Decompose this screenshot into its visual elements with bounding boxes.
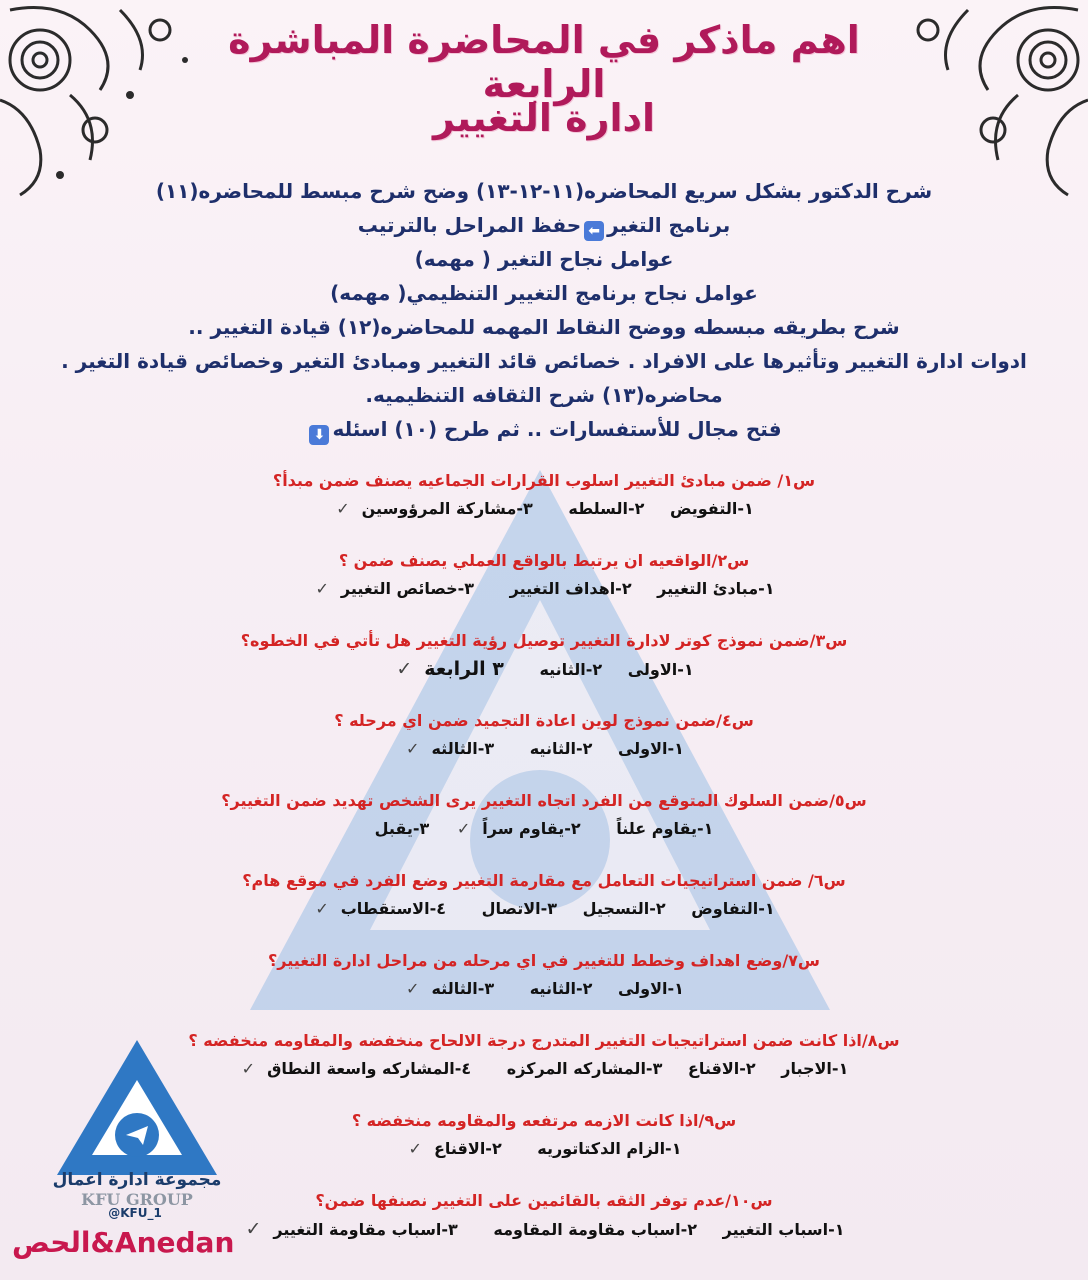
option: ٢-السلطه <box>568 499 645 518</box>
question-text: س١/ ضمن مبادئ التغيير اسلوب القرارات الجماعيه يصنف ضمن مبدأ؟ <box>272 471 816 490</box>
intro-text: فتح مجال للأستفسارات .. ثم طرح (١٠) اسئله <box>332 417 782 441</box>
option-correct <box>404 739 504 758</box>
option: ١-الاولى <box>617 979 684 998</box>
question-options <box>160 894 928 924</box>
question-options <box>160 1214 928 1245</box>
question-options <box>160 574 928 604</box>
question-text: س٩/اذا كانت الازمه مرتفعه والمقاومه منخفضه ؟ <box>351 1111 737 1130</box>
intro-line <box>60 208 1028 242</box>
option: ١-مبادئ التغيير <box>657 579 775 598</box>
question-7 <box>160 948 928 1028</box>
option: ١-التفاوض <box>691 899 775 918</box>
logo-handle: @KFU_1 <box>108 1206 162 1220</box>
question-10 <box>160 1188 928 1268</box>
question-text: س٧/وضع اهداف وخطط للتغيير في اي مرحله من مراحل ادارة التغيير؟ <box>267 951 820 970</box>
option: ١-الاولى <box>627 660 694 679</box>
question-text: س٦/ ضمن استراتيجيات التعامل مع مقارمة التغيير وضع الفرد في موقع هام؟ <box>242 871 846 890</box>
check-icon: ✓ <box>336 499 350 518</box>
question-text: س٤/ضمن نموذج لوين اعادة التجميد ضمن اي مرحله ؟ <box>334 711 754 730</box>
option: ١-الاجبار <box>781 1059 849 1078</box>
question-text: س١٠/عدم توفر الثقه بالقائمين على التغيير نصنفها ضمن؟ <box>315 1191 773 1210</box>
author-signature: الحص&Anedan <box>12 1226 235 1259</box>
question-options <box>160 734 928 764</box>
ornament-corner-right <box>858 0 1088 200</box>
option-text: ٣-مشاركة المرؤوسين <box>361 499 533 518</box>
option: ٣-الاتصال <box>481 899 558 918</box>
intro-line: شرح بطريقه مبسطه ووضح النقاط المهمه للمحاضره(١٢) قيادة التغيير .. <box>188 315 900 339</box>
question-list <box>160 468 928 1268</box>
option: ٢-الثانيه <box>529 979 593 998</box>
option: ٢-التسجيل <box>582 899 666 918</box>
option-text: ٣-خصائص التغيير <box>340 579 475 598</box>
question-options <box>160 1134 928 1164</box>
intro-text: حفظ المراحل بالترتيب <box>357 213 582 237</box>
ornament-corner-left <box>0 0 230 200</box>
question-options <box>160 814 928 844</box>
question-text: س٥/ضمن السلوك المتوقع من الفرد اتجاه التغيير يرى الشخص تهديد ضمن التغيير؟ <box>221 791 867 810</box>
question-options <box>160 1054 928 1084</box>
option: ١-الزام الدكتاتوريه <box>537 1139 682 1158</box>
option-text: ٤-المشاركه واسعة النطاق <box>267 1059 472 1078</box>
option-text: ٣-الثالثه <box>431 979 495 998</box>
page-subtitle: ادارة التغيير <box>432 96 655 140</box>
question-6 <box>160 868 928 948</box>
option-correct <box>455 819 591 838</box>
option-correct <box>243 1220 467 1239</box>
question-8 <box>160 1028 928 1108</box>
option-text: ٤-الاستقطاب <box>340 899 446 918</box>
intro-line: محاضره(١٣) شرح الثقافه التنظيميه. <box>365 383 723 407</box>
option-text: ٣-الثالثه <box>431 739 495 758</box>
question-options <box>160 654 928 685</box>
arrow-down-icon: ⬇ <box>309 425 329 445</box>
option-correct <box>334 499 543 518</box>
option-text: ٣ الرابعة <box>424 658 504 680</box>
option-correct <box>313 579 484 598</box>
option: ٢-الاقناع <box>687 1059 756 1078</box>
option: ١-اسباب التغيير <box>722 1220 845 1239</box>
question-3 <box>160 628 928 708</box>
question-9 <box>160 1108 928 1188</box>
check-icon: ✓ <box>406 979 420 998</box>
question-options <box>160 974 928 1004</box>
check-icon: ✓ <box>456 819 471 838</box>
arrow-left-icon: ⬅ <box>584 221 604 241</box>
question-options <box>160 494 928 524</box>
option: ١-يقاوم علناً <box>616 819 714 838</box>
question-text: س٢/الواقعيه ان يرتبط بالواقع العملي يصنف ضمن ؟ <box>338 551 750 570</box>
check-icon: ✓ <box>406 739 420 758</box>
option-correct <box>313 899 456 918</box>
intro-text: برنامج التغير <box>607 213 731 237</box>
option: ٢-الثانيه <box>529 739 593 758</box>
option-correct <box>407 1139 512 1158</box>
option: ٢-اهداف التغيير <box>509 579 632 598</box>
question-text: س٨/اذا كانت ضمن استراتيجيات التغيير المتدرج درجة الالحاح منخفضه والمقاومه منخفضه ؟ <box>188 1031 900 1050</box>
kfu-group-logo <box>52 1035 222 1215</box>
option-correct <box>394 658 514 680</box>
logo-arabic-text: مجموعة ادارة اعمال <box>52 1170 222 1190</box>
check-icon: ✓ <box>245 1218 262 1240</box>
question-2 <box>160 548 928 628</box>
intro-line: ادوات ادارة التغيير وتأثيرها على الافراد . خصائص قائد التغيير ومبادئ التغير وخصائص قيادة التغير . <box>61 349 1027 373</box>
option-correct <box>404 979 504 998</box>
intro-line: شرح الدكتور بشكل سريع المحاضره(١١-١٢-١٣) وضح شرح مبسط للمحاضره(١١) <box>155 179 933 203</box>
question-5 <box>160 788 928 868</box>
option: ١-التفويض <box>669 499 754 518</box>
question-4 <box>160 708 928 788</box>
check-icon: ✓ <box>241 1059 256 1078</box>
check-icon: ✓ <box>315 579 329 598</box>
check-icon: ✓ <box>315 899 329 918</box>
option: ٣-يقبل <box>374 819 430 838</box>
intro-summary <box>60 174 1028 446</box>
option-text: ٢-يقاوم سراً <box>482 819 581 838</box>
option-text: ٢-الاقناع <box>433 1139 502 1158</box>
intro-line <box>60 412 1028 446</box>
logo-english-text: KFU GROUP <box>81 1190 193 1209</box>
intro-line: عوامل نجاح برنامج التغيير التنظيمي( مهمه) <box>330 281 758 305</box>
option-text: ٣-اسباب مقاومة التغيير <box>273 1220 458 1239</box>
option: ١-الاولى <box>617 739 684 758</box>
option: ٣-المشاركه المركزه <box>506 1059 663 1078</box>
check-icon: ✓ <box>396 658 413 680</box>
question-1 <box>160 468 928 548</box>
question-text: س٣/ضمن نموذج كوتر لادارة التغيير توصيل رؤية التغيير هل تأتي في الخطوه؟ <box>240 631 848 650</box>
page-title: اهم ماذكر في المحاضرة المباشرة الرابعة <box>228 18 860 106</box>
option: ٢-اسباب مقاومة المقاومه <box>493 1220 698 1239</box>
option-correct <box>240 1059 482 1078</box>
option: ٢-الثانيه <box>539 660 603 679</box>
check-icon: ✓ <box>408 1139 422 1158</box>
intro-line: عوامل نجاح التغير ( مهمه) <box>414 247 674 271</box>
